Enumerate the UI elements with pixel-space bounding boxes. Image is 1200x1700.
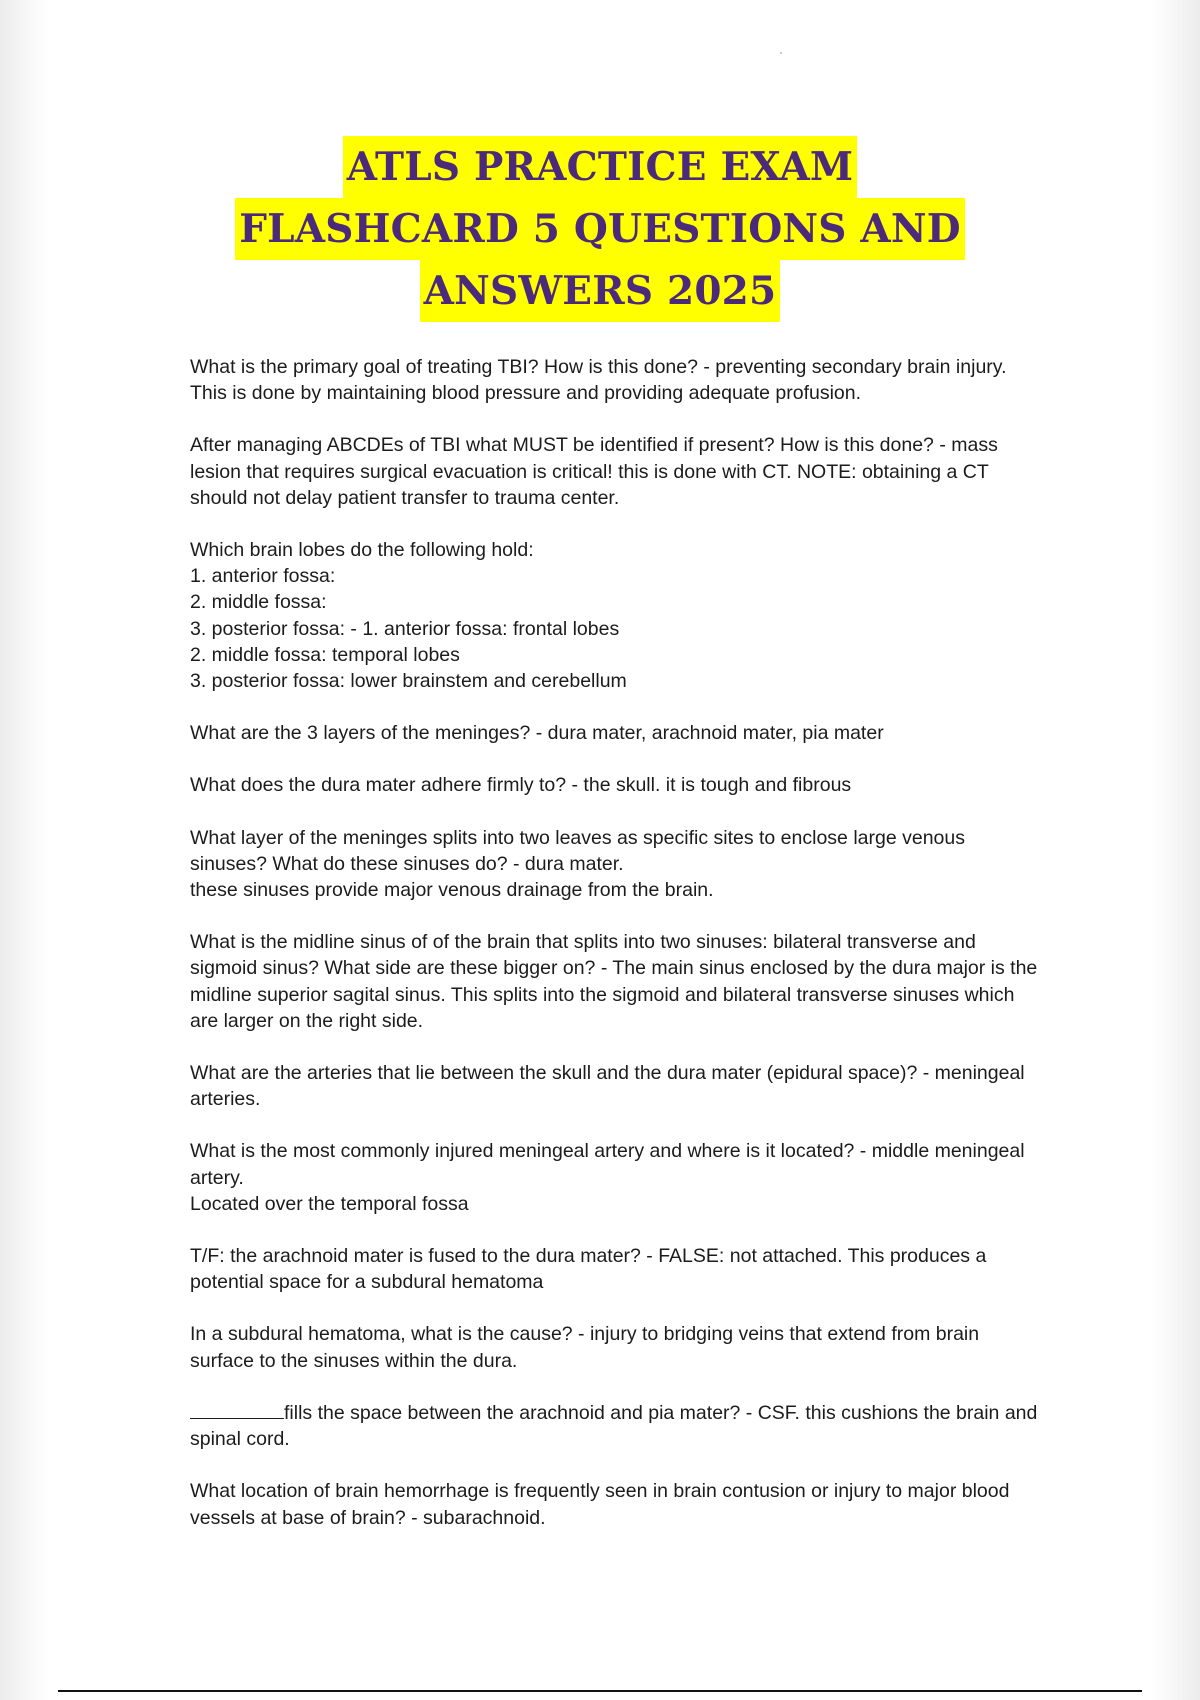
fill-blank-text: fills the space between the arachnoid and pia mater? - CSF. this cushions the brain and spinal cord. bbox=[190, 1401, 1038, 1451]
flashcard-item: Which brain lobes do the following hold: 1. anterior fossa: 2. middle fossa: 3. posterior fossa: - 1. anterior fossa: frontal lobes 2. middle fossa: temporal lobes 3. posterior fossa: lower brainstem and cerebellum bbox=[190, 539, 627, 693]
fill-in-blank-line bbox=[190, 1400, 284, 1419]
title-line-1: ATLS PRACTICE EXAM bbox=[343, 136, 858, 198]
title-line-2: FLASHCARD 5 QUESTIONS AND bbox=[235, 198, 964, 260]
document-title bbox=[0, 136, 1200, 322]
flashcard-item: T/F: the arachnoid mater is fused to the dura mater? - FALSE: not attached. This produces a potential space for a subdural hematoma bbox=[190, 1245, 987, 1294]
flashcard-list bbox=[190, 354, 1040, 1557]
flashcard-item: What is the primary goal of treating TBI? How is this done? - preventing secondary brain injury. This is done by maintaining blood pressure and providing adequate profusion. bbox=[190, 356, 1007, 405]
flashcard-item: What is the midline sinus of of the brain that splits into two sinuses: bilateral transverse and sigmoid sinus? What side are these bigger on? - The main sinus enclosed by the dura major is the midline superior sagital sinus. This splits into the sigmoid and bilateral transverse sinuses which are larger on the right side. bbox=[190, 931, 1038, 1032]
flashcard-item: In a subdural hematoma, what is the cause? - injury to bridging veins that extend from brain surface to the sinuses within the dura. bbox=[190, 1323, 980, 1372]
footer-rule bbox=[58, 1690, 1142, 1692]
flashcard-item: What are the arteries that lie between the skull and the dura mater (epidural space)? - meningeal arteries. bbox=[190, 1062, 1025, 1111]
flashcard-item: What location of brain hemorrhage is frequently seen in brain contusion or injury to major blood vessels at base of brain? - subarachnoid. bbox=[190, 1480, 1010, 1529]
flashcard-item: What is the most commonly injured meningeal artery and where is it located? - middle meningeal artery. Located over the temporal fossa bbox=[190, 1140, 1025, 1215]
flashcard-item: After managing ABCDEs of TBI what MUST be identified if present? How is this done? - mass lesion that requires surgical evacuation is critical! this is done with CT. NOTE: obtaining a CT should not delay patient transfer to trauma center. bbox=[190, 434, 998, 509]
scan-speck bbox=[780, 52, 782, 54]
flashcard-item: What does the dura mater adhere firmly to? - the skull. it is tough and fibrous bbox=[190, 774, 852, 797]
flashcard-item: What are the 3 layers of the meninges? - dura mater, arachnoid mater, pia mater bbox=[190, 722, 884, 745]
flashcard-item-fill-blank bbox=[190, 1400, 1040, 1452]
flashcard-item: What layer of the meninges splits into two leaves as specific sites to enclose large venous sinuses? What do these sinuses do? - dura mater. these sinuses provide major venous drainage from the brain. bbox=[190, 826, 965, 902]
title-line-3: ANSWERS 2025 bbox=[420, 260, 781, 322]
